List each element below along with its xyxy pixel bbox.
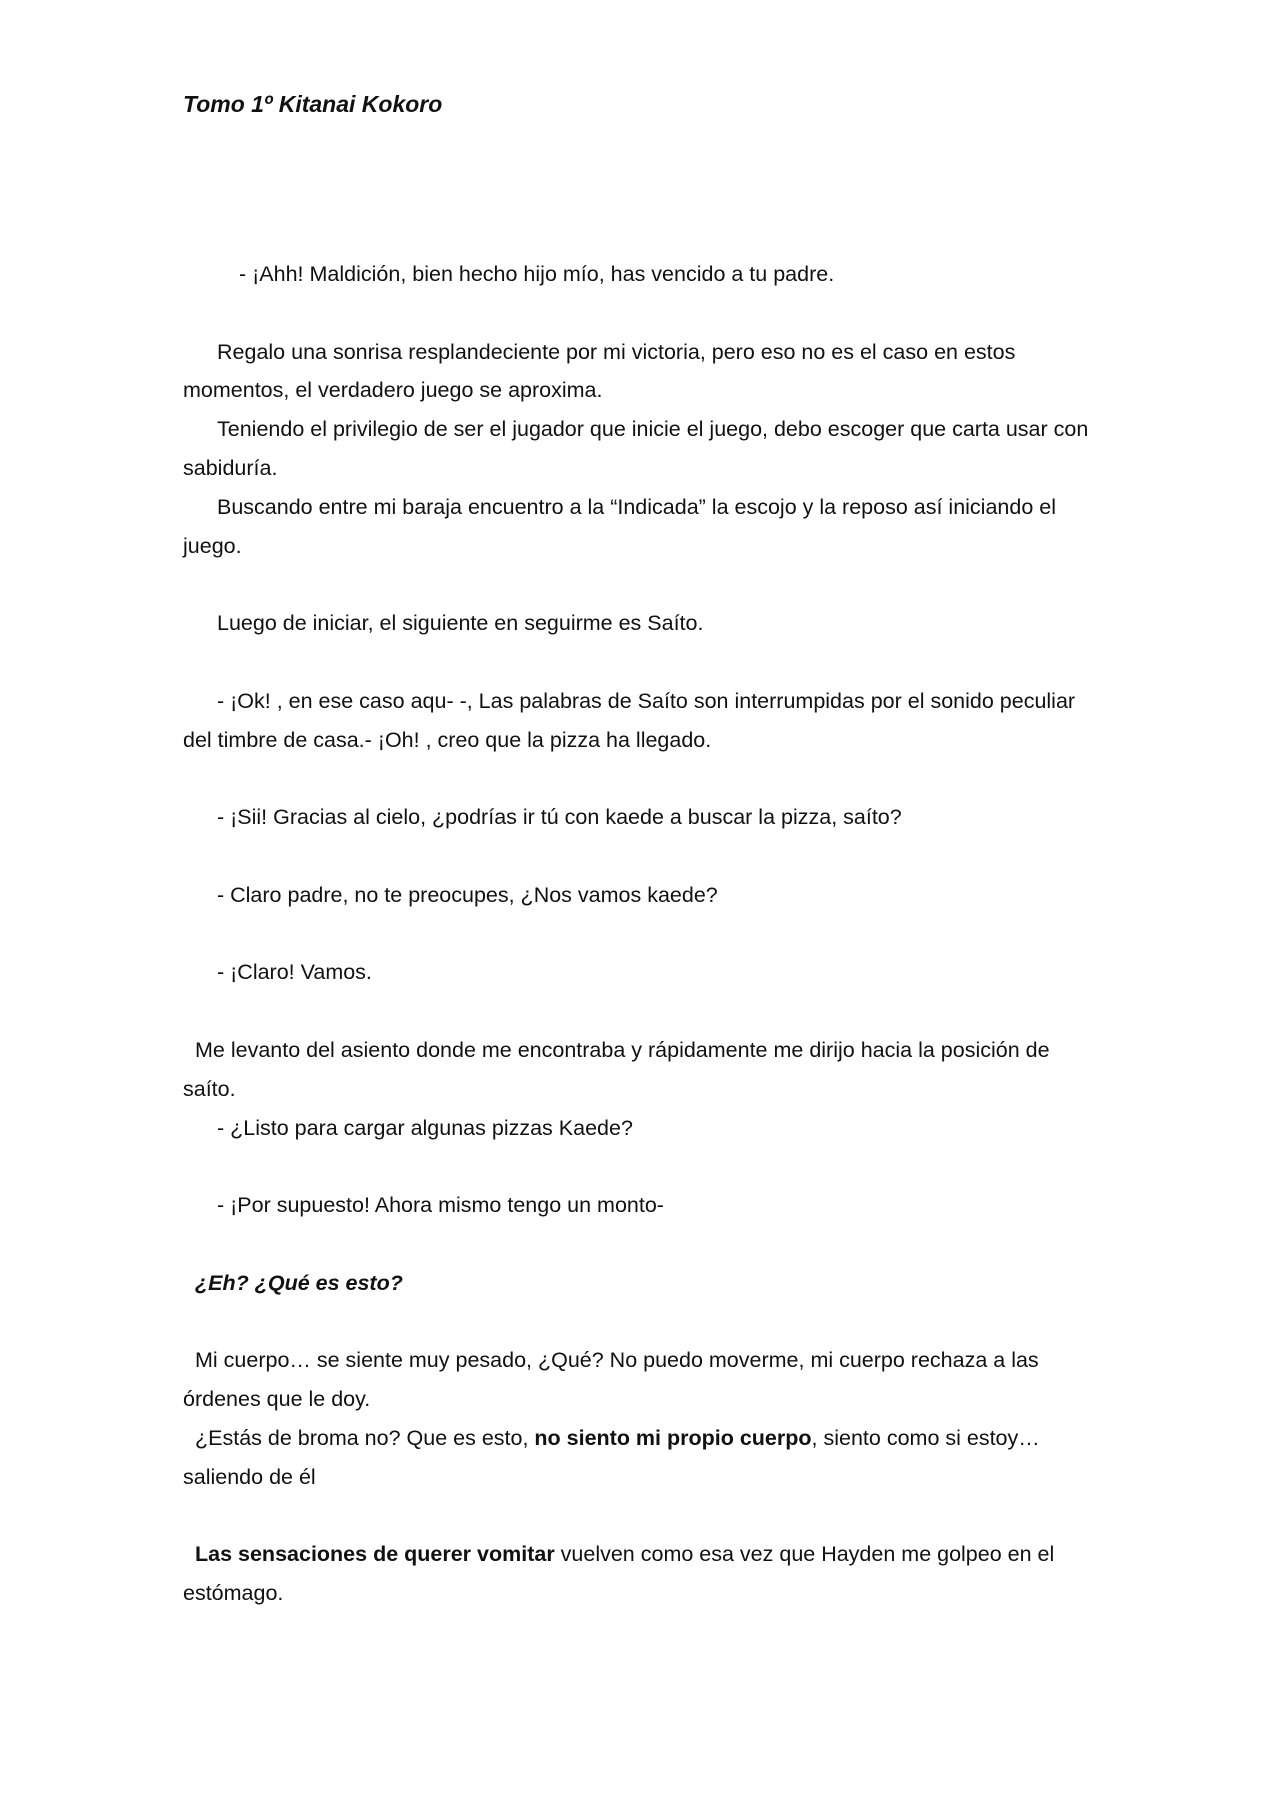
text-run: vuelven como esa vez que Hayden me golpeo en el estómago. [183, 1542, 1061, 1606]
paragraph-dialogue: - ¡Por supuesto! Ahora mismo tengo un monto- [217, 1193, 664, 1218]
document-header: Tomo 1º Kitanai Kokoro [183, 91, 443, 117]
bold-text-run: Las sensaciones de querer vomitar [195, 1542, 555, 1567]
text-run: ¿Estás de broma no? Que es esto, [195, 1425, 535, 1450]
paragraph-dialogue: - ¡Sii! Gracias al cielo, ¿podrías ir tú con kaede a buscar la pizza, saíto? [217, 805, 902, 830]
paragraph: Regalo una sonrisa resplandeciente por mi victoria, pero eso no es el caso en estos momentos, el verdadero juego se aproxima. [183, 339, 1022, 403]
paragraph [183, 1535, 1103, 1613]
paragraph-dialogue: - Claro padre, no te preocupes, ¿Nos vamos kaede? [217, 882, 718, 907]
paragraph-dialogue: - ¡Claro! Vamos. [217, 960, 372, 985]
paragraph-dialogue: - ¡Ahh! Maldición, bien hecho hijo mío, has vencido a tu padre. [239, 262, 835, 286]
paragraph: Mi cuerpo… se siente muy pesado, ¿Qué? No puedo moverme, mi cuerpo rechaza a las órdenes que le doy. [183, 1348, 1045, 1412]
text-run: , siento como si estoy… saliendo de él [183, 1425, 1046, 1489]
paragraph-thought: ¿Eh? ¿Qué es esto? [195, 1270, 403, 1295]
paragraph-dialogue: - ¡Ok! , en ese caso aqu- -, Las palabras de Saíto son interrumpidas por el sonido peculiar del timbre de casa.- ¡Oh! , creo que la pizza ha llegado. [183, 688, 1082, 752]
paragraph: Luego de iniciar, el siguiente en seguirme es Saíto. [217, 611, 704, 636]
paragraph: Me levanto del asiento donde me encontraba y rápidamente me dirijo hacia la posición de saíto. [183, 1037, 1056, 1101]
paragraph [183, 1419, 1103, 1497]
paragraph-dialogue: - ¿Listo para cargar algunas pizzas Kaede? [217, 1115, 633, 1140]
document-body [183, 255, 1103, 1613]
paragraph: Teniendo el privilegio de ser el jugador que inicie el juego, debo escoger que carta usar con sabiduría. [183, 417, 1095, 480]
paragraph: Buscando entre mi baraja encuentro a la “Indicada” la escojo y la reposo así iniciando el juego. [183, 494, 1062, 558]
bold-text-run: no siento mi propio cuerpo [534, 1425, 812, 1450]
